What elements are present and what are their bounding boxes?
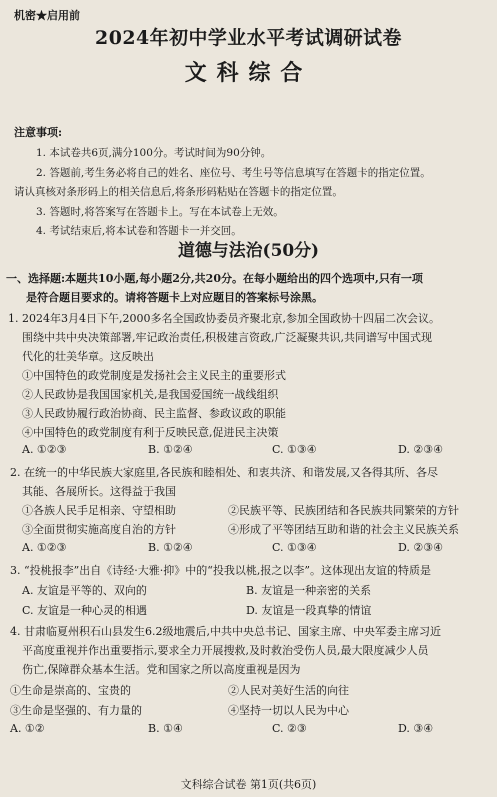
question-4-stem: 平高度重视并作出重要指示,要求全力开展搜救,及时救治受伤人员,最大限度减少人员 bbox=[22, 644, 429, 657]
question-1-choice: A. ①②③ bbox=[22, 443, 67, 456]
question-2-stem: 其能、各展所长。这得益于我国 bbox=[22, 485, 176, 498]
question-2-stem: 2. 在统一的中华民族大家庭里,各民族和睦相处、和衷共济、和谐发展,又各得其所、各尽 bbox=[10, 466, 438, 479]
question-2-choice: C. ①③④ bbox=[272, 541, 317, 554]
question-4-option: ④坚持一切以人民为中心 bbox=[228, 704, 349, 717]
question-4-stem: 4. 甘肃临夏州积石山县发生6.2级地震后,中共中央总书记、国家主席、中央军委主席习近 bbox=[10, 625, 441, 638]
question-4-choice: A. ①② bbox=[10, 722, 45, 735]
page-footer: 文科综合试卷 第1页(共6页) bbox=[180, 778, 317, 791]
question-3-stem: 3. “投桃报李”出自《诗经·大雅·抑》中的“投我以桃,报之以李”。这体现出友谊的特质是 bbox=[10, 564, 431, 577]
question-4-stem: 伤亡,保障群众基本生活。党和国家之所以高度重视是因为 bbox=[22, 663, 301, 676]
question-3-option: D. 友谊是一段真挚的情谊 bbox=[246, 604, 372, 617]
question-2-option: ②民族平等、民族团结和各民族共同繁荣的方针 bbox=[228, 504, 459, 517]
question-4-option: ①生命是崇高的、宝贵的 bbox=[10, 684, 131, 697]
question-1-option: ①中国特色的政党制度是发扬社会主义民主的重要形式 bbox=[22, 369, 286, 382]
question-1-option: ④中国特色的政党制度有利于反映民意,促进民主决策 bbox=[22, 426, 279, 439]
notes-heading: 注意事项: bbox=[14, 126, 63, 139]
note-item: 请认真核对条形码上的相关信息后,将条形码粘贴在答题卡的指定位置。 bbox=[14, 186, 343, 198]
question-1-stem: 围绕中共中央决策部署,牢记政治责任,积极建言资政,广泛凝聚共识,共同谱写中国式现 bbox=[22, 331, 432, 344]
question-4-choice: D. ③④ bbox=[398, 722, 434, 735]
question-2-option: ④形成了平等团结互助和谐的社会主义民族关系 bbox=[228, 523, 459, 536]
instruction-line: 一、选择题:本题共10小题,每小题2分,共20分。在每小题给出的四个选项中,只有一项 bbox=[6, 272, 423, 285]
question-4-option: ②人民对美好生活的向往 bbox=[228, 684, 349, 697]
question-1-stem: 代化的壮美华章。这反映出 bbox=[22, 350, 154, 363]
question-4-choice: C. ②③ bbox=[272, 722, 307, 735]
question-1-stem: 1. 2024年3月4日下午,2000多名全国政协委员齐聚北京,参加全国政协十四届二次会议。 bbox=[8, 312, 440, 325]
note-item: 1. 本试卷共6页,满分100分。考试时间为90分钟。 bbox=[36, 147, 272, 159]
question-2-option: ①各族人民手足相亲、守望相助 bbox=[22, 504, 176, 517]
note-item: 2. 答题前,考生务必将自己的姓名、座位号、考生号等信息填写在答题卡的指定位置。 bbox=[36, 167, 431, 179]
instruction-line: 是符合题目要求的。请将答题卡上对应题目的答案标号涂黑。 bbox=[26, 291, 323, 304]
exam-subtitle: 文科综合 bbox=[184, 60, 313, 86]
question-2-choice: A. ①②③ bbox=[22, 541, 67, 554]
question-3-option: B. 友谊是一种亲密的关系 bbox=[246, 584, 372, 597]
question-1-choice: D. ②③④ bbox=[398, 443, 444, 456]
question-4-option: ③生命是坚强的、有力量的 bbox=[10, 704, 142, 717]
secret-tag: 机密★启用前 bbox=[14, 9, 80, 22]
question-1-choice: C. ①③④ bbox=[272, 443, 317, 456]
question-1-choice: B. ①②④ bbox=[148, 443, 193, 456]
question-3-option: C. 友谊是一种心灵的相遇 bbox=[22, 604, 148, 617]
question-2-option: ③全面贯彻实施高度自治的方针 bbox=[22, 523, 176, 536]
note-item: 4. 考试结束后,将本试卷和答题卡一并交回。 bbox=[36, 225, 242, 237]
exam-title: 2024年初中学业水平考试调研试卷 bbox=[95, 27, 402, 49]
section-title: 道德与法治(50分) bbox=[177, 240, 320, 260]
question-2-choice: B. ①②④ bbox=[148, 541, 193, 554]
question-1-option: ③人民政协履行政治协商、民主监督、参政议政的职能 bbox=[22, 407, 286, 420]
question-2-choice: D. ②③④ bbox=[398, 541, 444, 554]
question-4-choice: B. ①④ bbox=[148, 722, 183, 735]
question-3-option: A. 友谊是平等的、双向的 bbox=[22, 584, 147, 597]
note-item: 3. 答题时,将答案写在答题卡上。写在本试卷上无效。 bbox=[36, 206, 284, 218]
question-1-option: ②人民政协是我国国家机关,是我国爱国统一战线组织 bbox=[22, 388, 279, 401]
